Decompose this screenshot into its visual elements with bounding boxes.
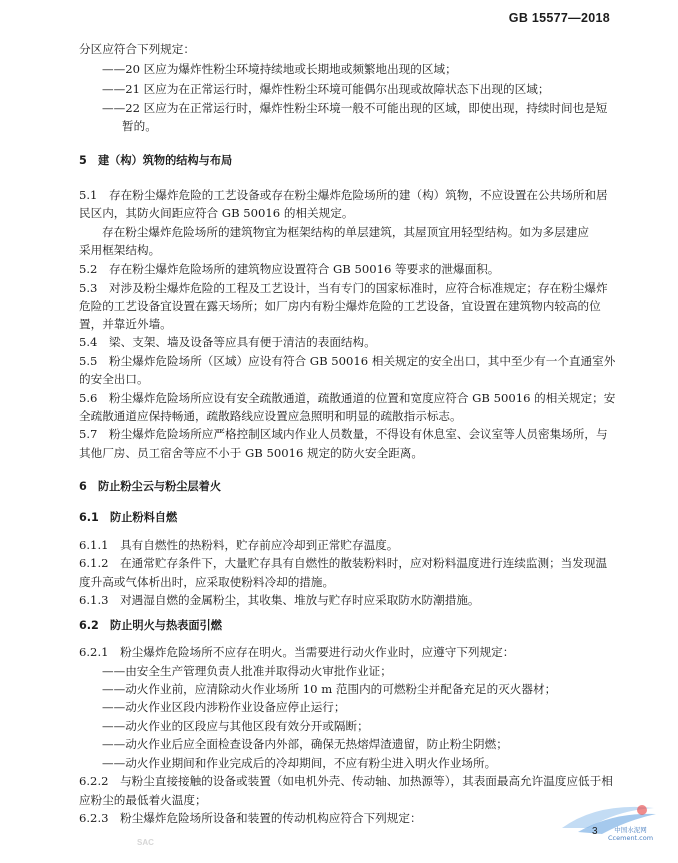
list-item: ——由安全生产管理负责人批准并取得动火审批作业证； (102, 664, 392, 678)
list-item: ——22 区应为在正常运行时，爆炸性粉尘环境一般不可能出现的区域，即使出现，持续时间也是短 (102, 101, 608, 115)
text-line: 暂的。 (122, 119, 157, 133)
list-item: ——动火作业后应全面检查设备内外部，确保无热熔焊渣遗留，防止粉尘阴燃； (102, 737, 508, 751)
page-number: 3 (592, 826, 598, 837)
text-line: 置，并靠近外墙。 (79, 317, 172, 331)
list-item: ——动火作业的区段应与其他区段有效分开或隔断； (102, 719, 369, 733)
text-line: 的安全出口。 (79, 372, 149, 386)
text-line: 民区内，其防火间距应符合 GB 50016 的相关规定。 (79, 206, 354, 220)
text-line: 度升高或气体析出时，应采取使粉料冷却的措施。 (79, 575, 335, 589)
text-line: 5.2 存在粉尘爆炸危险场所的建筑物应设置符合 GB 50016 等要求的泄爆面积。 (79, 262, 500, 276)
section-heading: 5 建（构）筑物的结构与布局 (79, 154, 233, 167)
text-line: 6.1.3 对遇湿自燃的金属粉尘，其收集、堆放与贮存时应采取防水防潮措施。 (79, 593, 480, 607)
subsection-heading: 6.2 防止明火与热表面引燃 (79, 619, 222, 632)
watermark: SAC (137, 838, 154, 847)
list-item: ——21 区应为在正常运行时，爆炸性粉尘环境可能偶尔出现或故障状态下出现的区域； (102, 82, 550, 96)
list-item: ——20 区应为爆炸性粉尘环境持续地或长期地或频繁地出现的区域； (102, 62, 457, 76)
list-item: ——动火作业期间和作业完成后的冷却期间，不应有粉尘进入明火作业场所。 (102, 756, 497, 770)
text-line: 危险的工艺设备宜设置在露天场所；如厂房内有粉尘爆炸危险的工艺设备，宜设置在建筑物内较高的位 (79, 299, 601, 313)
text-line: 应粉尘的最低着火温度； (79, 793, 207, 807)
logo-caption-cn: 中国水泥网 (614, 826, 647, 834)
text-line: 6.1.2 在通常贮存条件下，大量贮存具有自燃性的散装粉料时，应对粉料温度进行连续监测；当发现温 (79, 556, 608, 570)
text-line: 5.4 梁、支架、墙及设备等应具有便于清洁的表面结构。 (79, 335, 376, 349)
text-line: 存在粉尘爆炸危险场所的建筑物宜为框架结构的单层建筑，其屋顶宜用轻型结构。如为多层建应 (102, 225, 589, 239)
section-heading: 6 防止粉尘云与粉尘层着火 (79, 480, 222, 493)
text-line: 其他厂房、员工宿舍等应不小于 GB 50016 规定的防火安全距离。 (79, 446, 423, 460)
logo-caption-en: Ccement.com (608, 834, 654, 842)
text-line: 采用框架结构。 (79, 243, 161, 257)
text-line: 5.3 对涉及粉尘爆炸危险的工程及工艺设计，当有专门的国家标准时，应符合标准规定；存在粉尘爆炸 (79, 281, 608, 295)
list-item: ——动火作业区段内涉粉作业设备应停止运行； (102, 700, 346, 714)
text-line: 6.2.1 粉尘爆炸危险场所不应存在明火。当需要进行动火作业时，应遵守下列规定： (79, 645, 515, 659)
text-line: 6.2.2 与粉尘直接接触的设备或装置（如电机外壳、传动轴、加热源等），其表面最高允许温度应低于相 (79, 774, 613, 788)
list-item: ——动火作业前，应清除动火作业场所 10 m 范围内的可燃粉尘并配备充足的灭火器材； (102, 682, 557, 696)
text-line: 分区应符合下列规定： (79, 42, 195, 56)
subsection-heading: 6.1 防止粉料自燃 (79, 511, 178, 524)
standard-number: GB 15577—2018 (508, 11, 610, 25)
text-line: 6.1.1 具有自燃性的热粉料，贮存前应冷却到正常贮存温度。 (79, 538, 399, 552)
text-line: 5.6 粉尘爆炸危险场所应设有安全疏散通道，疏散通道的位置和宽度应符合 GB 50016 的相关规定；安 (79, 391, 616, 405)
text-line: 5.5 粉尘爆炸危险场所（区域）应设有符合 GB 50016 相关规定的安全出口，其中至少有一个直通室外 (79, 354, 616, 368)
text-line: 全疏散通道应保持畅通，疏散路线应设置应急照明和明显的疏散指示标志。 (79, 409, 462, 423)
text-line: 6.2.3 粉尘爆炸危险场所设备和装置的传动机构应符合下列规定： (79, 811, 422, 825)
text-line: 5.1 存在粉尘爆炸危险的工艺设备或存在粉尘爆炸危险场所的建（构）筑物，不应设置在公共场所和居 (79, 188, 608, 202)
logo-caption (608, 826, 653, 842)
text-line: 5.7 粉尘爆炸危险场所应严格控制区域内作业人员数量，不得设有休息室、会议室等人员密集场所，与 (79, 427, 608, 441)
